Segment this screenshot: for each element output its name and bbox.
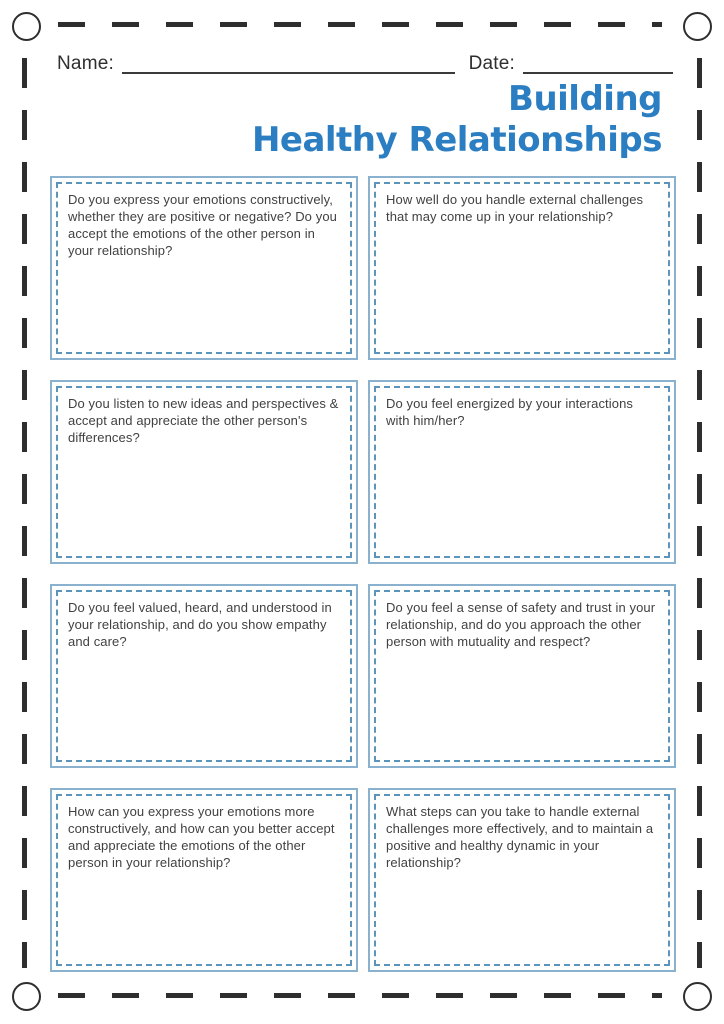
dashed-border-left <box>22 58 27 968</box>
question-text-6: Do you feel a sense of safety and trust in your relationship, and do you approach the other person with mutuality and respect? <box>386 600 656 650</box>
name-input-line[interactable] <box>122 52 455 74</box>
answer-area-8[interactable] <box>374 794 670 966</box>
punch-hole-circle-top-left <box>12 12 41 41</box>
question-box-1 <box>50 176 358 360</box>
worksheet-title <box>252 79 662 161</box>
dashed-border-right <box>697 58 702 968</box>
answer-area-7[interactable] <box>56 794 352 966</box>
question-box-6 <box>368 584 676 768</box>
name-label: Name: <box>57 53 114 75</box>
date-input-line[interactable] <box>523 52 673 74</box>
question-text-8: What steps can you take to handle external challenges more effectively, and to maintain a positive and healthy dynamic in your relationship? <box>386 804 654 871</box>
punch-hole-circle-top-right <box>683 12 712 41</box>
question-text-5: Do you feel valued, heard, and understood in your relationship, and do you show empathy and care? <box>68 600 332 650</box>
question-text-2: How well do you handle external challenges that may come up in your relationship? <box>386 192 644 225</box>
question-box-3 <box>50 380 358 564</box>
answer-area-6[interactable] <box>374 590 670 762</box>
title-line-1: Building <box>508 79 662 119</box>
title-line-2: Healthy Relationships <box>251 120 662 160</box>
question-text-7: How can you express your emotions more constructively, and how can you better accept and appreciate the emotions of the other person in your relationship? <box>68 804 335 871</box>
date-label: Date: <box>468 53 515 75</box>
question-box-8 <box>368 788 676 972</box>
punch-hole-circle-bottom-right <box>683 982 712 1011</box>
punch-hole-circle-bottom-left <box>12 982 41 1011</box>
answer-area-4[interactable] <box>374 386 670 558</box>
answer-area-2[interactable] <box>374 182 670 354</box>
answer-area-1[interactable] <box>56 182 352 354</box>
question-box-5 <box>50 584 358 768</box>
answer-area-3[interactable] <box>56 386 352 558</box>
question-box-2 <box>368 176 676 360</box>
dashed-border-bottom <box>58 993 662 998</box>
question-text-3: Do you listen to new ideas and perspectives & accept and appreciate the other person's differences? <box>68 396 339 446</box>
header-row <box>57 52 673 75</box>
question-box-4 <box>368 380 676 564</box>
dashed-border-top <box>58 22 662 27</box>
question-text-1: Do you express your emotions constructively, whether they are positive or negative? Do you accept the emotions of the other person in your relationship? <box>68 192 337 259</box>
question-text-4: Do you feel energized by your interactions with him/her? <box>386 396 634 429</box>
questions-grid <box>50 176 676 972</box>
answer-area-5[interactable] <box>56 590 352 762</box>
question-box-7 <box>50 788 358 972</box>
